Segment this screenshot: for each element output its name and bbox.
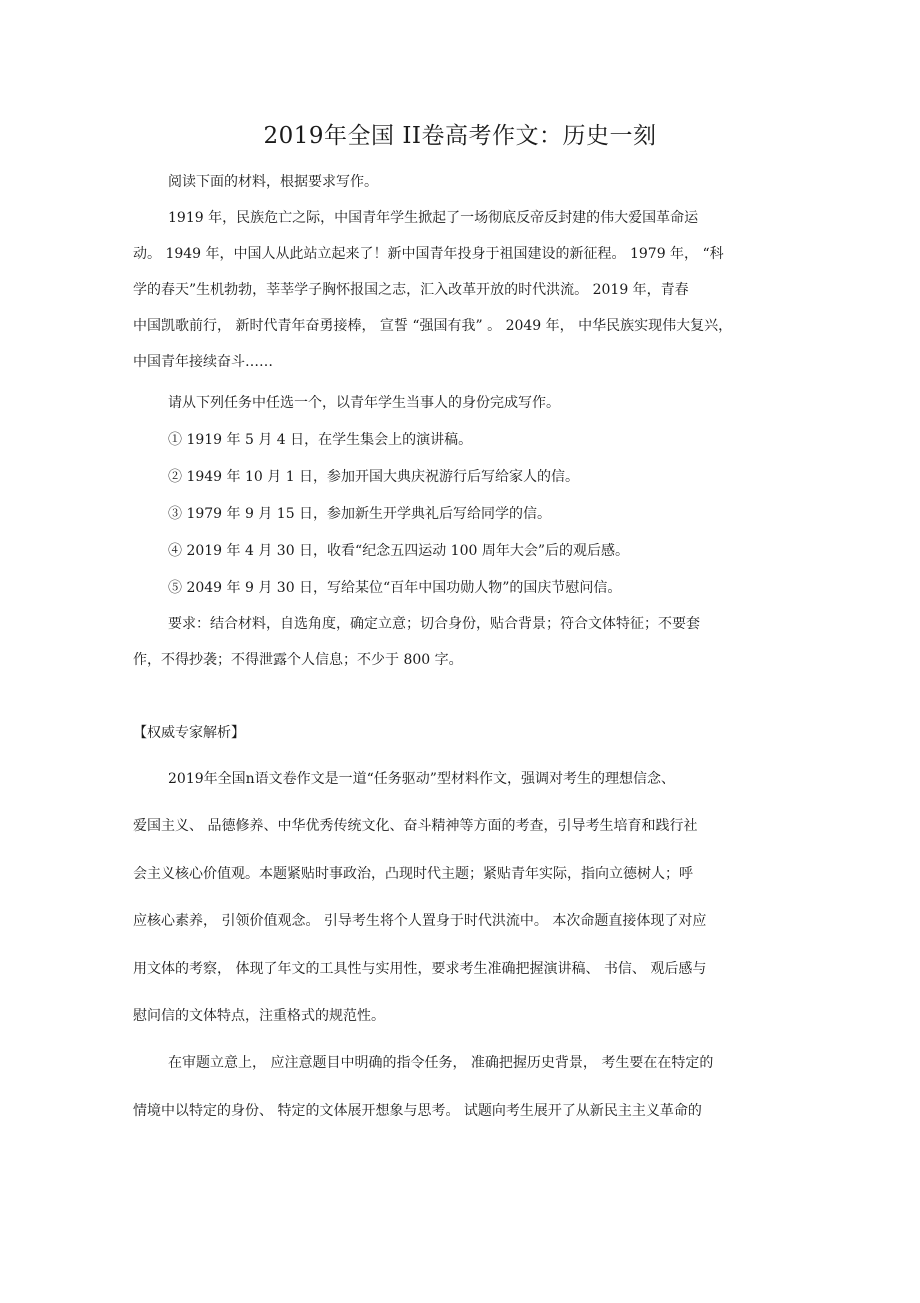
page-title: 2019年全国 II卷高考作文：历史一刻 (263, 123, 657, 149)
analysis-line: 应核心素养， 引领价值观念。 引导考生将个人置身于时代洪流中。 本次命题直接体现了对应 (133, 913, 707, 929)
analysis-line: 2019年全国n语文卷作文是一道“任务驱动”型材料作文，强调对考生的理想信念、 (168, 771, 675, 787)
material-line: 中国青年接续奋斗…… (133, 354, 273, 370)
requirements-line: 作，不得抄袭；不得泄露个人信息；不少于 800 字。 (133, 652, 463, 668)
analysis-line: 在审题立意上， 应注意题目中明确的指令任务， 准确把握历史背景， 考生要在在特定的 (168, 1055, 714, 1071)
analysis-line: 用文体的考察， 体现了年文的工具性与实用性，要求考生准确把握演讲稿、 书信、 观后感与 (133, 961, 707, 977)
analysis-line: 慰问信的文体特点，注重格式的规范性。 (133, 1008, 385, 1024)
analysis-line: 爱国主义、 品德修养、中华优秀传统文化、奋斗精神等方面的考查，引导考生培育和践行社 (133, 818, 698, 834)
task-item: ④ 2019 年 4 月 30 日，收看“纪念五四运动 100 周年大会”后的观后感。 (168, 543, 629, 559)
task-intro: 请从下列任务中任选一个，以青年学生当事人的身份完成写作。 (168, 395, 560, 411)
requirements-line: 要求：结合材料，自选角度，确定立意；切合身份，贴合背景；符合文体特征；不要套 (168, 616, 700, 632)
material-line: 1919 年，民族危亡之际，中国青年学生掀起了一场彻底反帝反封建的伟大爱国革命运 (168, 210, 699, 226)
task-item: ① 1919 年 5 月 4 日，在学生集会上的演讲稿。 (168, 432, 473, 448)
analysis-heading: 【权威专家解析】 (133, 725, 245, 741)
material-line: 动。 1949 年，中国人从此站立起来了！新中国青年投身于祖国建设的新征程。 1979 年， “科 (133, 246, 724, 262)
intro-text: 阅读下面的材料，根据要求写作。 (168, 174, 378, 190)
task-item: ⑤ 2049 年 9 月 30 日，写给某位“百年中国功勋人物”的国庆节慰问信。 (168, 580, 622, 596)
task-item: ③ 1979 年 9 月 15 日，参加新生开学典礼后写给同学的信。 (168, 506, 552, 522)
analysis-line: 会主义核心价值观。本题紧贴时事政治，凸现时代主题；紧贴青年实际，指向立德树人；呼 (133, 866, 693, 882)
material-line: 中国凯歌前行， 新时代青年奋勇接棒， 宣誓 “强国有我” 。 2049 年， 中华民族实现伟大复兴， (133, 318, 733, 334)
task-item: ② 1949 年 10 月 1 日，参加开国大典庆祝游行后写给家人的信。 (168, 469, 580, 485)
analysis-line: 情境中以特定的身份、 特定的文体展开想象与思考。 试题向考生展开了从新民主主义革命的 (133, 1103, 702, 1119)
material-line: 学的春天”生机勃勃，莘莘学子胸怀报国之志，汇入改革开放的时代洪流。 2019 年，青春 (133, 282, 689, 298)
